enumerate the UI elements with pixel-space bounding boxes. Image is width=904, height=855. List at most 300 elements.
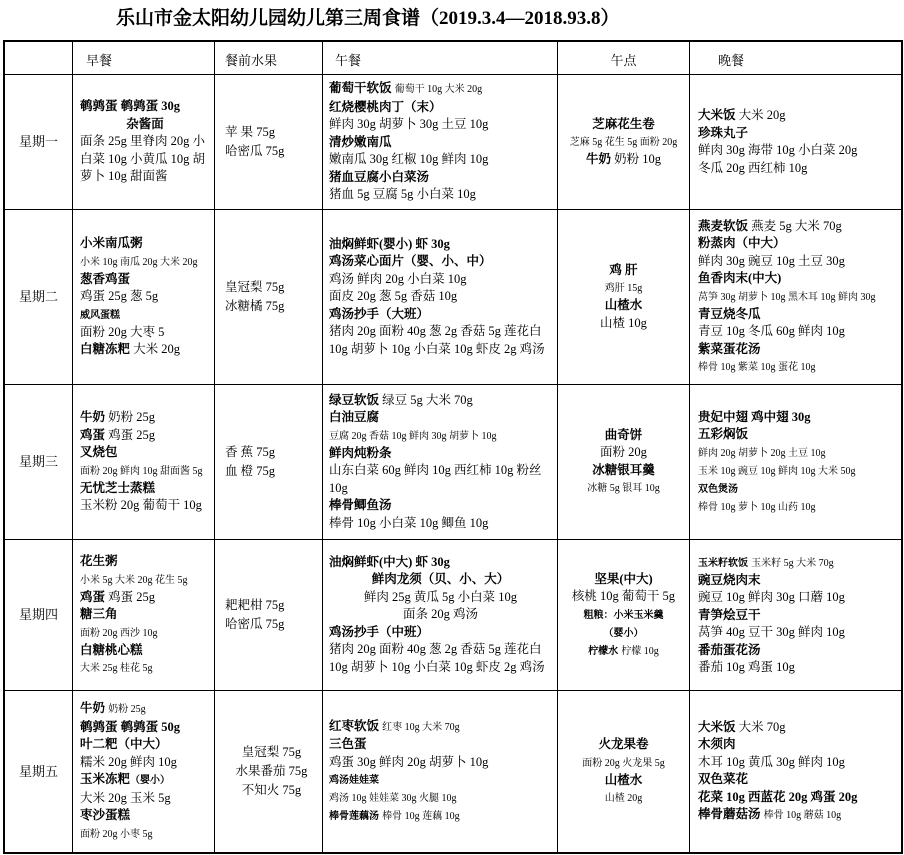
menu-line <box>698 480 897 498</box>
dish-name: 牛奶 <box>80 701 106 716</box>
dish-name: 无忧芝士蒸糕 <box>80 480 156 495</box>
ingredient-text: 冬瓜 20g 西红柿 10g <box>698 160 808 175</box>
menu-line <box>563 315 684 333</box>
breakfast-cell <box>73 540 215 691</box>
dish-name: 鲜肉炖粉条 <box>329 445 392 460</box>
menu-line <box>329 427 552 445</box>
ingredient-text: 猪血 5g 豆腐 5g 小白菜 10g <box>329 187 476 202</box>
menu-line <box>698 589 897 607</box>
menu-line <box>80 589 210 607</box>
ingredient-text: 棒骨 10g 莲藕 10g <box>382 811 460 823</box>
menu-line <box>698 306 897 324</box>
dish-name: 山楂水 <box>604 298 643 313</box>
menu-line <box>225 123 318 142</box>
menu-line <box>563 279 684 297</box>
menu-line <box>225 462 318 481</box>
menu-line <box>698 754 897 772</box>
snack-cell <box>558 540 690 691</box>
ingredient-text: 血 橙 75g <box>225 464 276 478</box>
dish-name: 棒骨莲藕汤 <box>329 811 379 823</box>
dish-name: 芝麻花生卷 <box>592 116 655 131</box>
dish-name: 燕麦软饭 <box>698 218 749 233</box>
menu-line <box>563 789 684 807</box>
menu-line <box>80 133 210 186</box>
menu-line <box>329 606 552 624</box>
dish-name: 粗粮：小米玉米羹 <box>583 609 664 621</box>
dish-name: 大米饭 <box>698 719 736 734</box>
dish-name: 紫菜蛋花汤 <box>698 341 761 356</box>
ingredient-text: 香 蕉 75g <box>225 445 276 459</box>
ingredient-text: 冰糖橘 75g <box>225 299 285 313</box>
dish-name: 猪血豆腐小白菜汤 <box>329 169 430 184</box>
dish-name: 清炒嫩南瓜 <box>329 134 392 149</box>
ingredient-text: 鸡肝 15g <box>604 283 643 295</box>
menu-line <box>80 444 210 462</box>
menu-line <box>563 444 684 462</box>
menu-line <box>329 134 552 152</box>
dish-name: 鸡汤抄手（大班） <box>329 306 430 321</box>
menu-line <box>80 571 210 589</box>
dish-name: 番茄蛋花汤 <box>698 642 761 657</box>
ingredient-text: 奶粉 25g <box>108 704 146 716</box>
dish-name: 绿豆软饭 <box>329 392 380 407</box>
ingredient-text: 鸡蛋 30g 鲜肉 20g 胡萝卜 10g <box>329 754 489 769</box>
menu-line <box>329 571 552 589</box>
dinner-cell <box>690 385 901 540</box>
ingredient-text: 大米 20g <box>738 108 786 122</box>
menu-line <box>329 624 552 642</box>
menu-line <box>698 288 897 306</box>
menu-line <box>563 116 684 134</box>
menu-line <box>80 341 210 359</box>
breakfast-cell <box>73 75 215 210</box>
header-lunch: 午餐 <box>323 42 558 75</box>
menu-line <box>563 133 684 151</box>
corner-cell <box>5 42 73 75</box>
menu-line <box>80 825 210 843</box>
ingredient-text: 大米 25g 桂花 5g <box>80 663 153 674</box>
dish-name: 白糖冻粑 <box>80 342 131 357</box>
menu-line <box>80 606 210 624</box>
dish-name: 牛奶 <box>80 410 106 425</box>
dish-name: 花菜 10g 西蓝花 20g 鸡蛋 20g <box>698 789 858 804</box>
ingredient-text: 棒骨 10g 萝卜 10g 山药 10g <box>698 501 816 513</box>
menu-line <box>698 736 897 754</box>
fruit-cell <box>215 540 323 691</box>
menu-line <box>329 445 552 463</box>
dish-name: 鱼香肉末(中大) <box>698 271 782 286</box>
header-dinner: 晚餐 <box>690 42 901 75</box>
ingredient-text: 皇冠梨 75g <box>225 280 285 294</box>
dish-name: 油焖鲜虾(中大) 虾 30g <box>329 554 450 569</box>
dish-name: 豌豆烧肉末 <box>698 572 761 587</box>
ingredient-text: 豆腐 20g 香菇 10g 鲜肉 30g 胡萝卜 10g <box>329 430 497 442</box>
menu-line <box>329 236 552 254</box>
menu-line <box>80 480 210 498</box>
dish-name: 玉米冻粑 <box>80 772 131 787</box>
menu-line <box>698 218 897 236</box>
menu-line <box>225 615 318 634</box>
fruit-cell <box>215 385 323 540</box>
ingredient-text: 番茄 10g 鸡蛋 10g <box>698 660 795 674</box>
menu-line <box>698 789 897 807</box>
menu-line <box>563 642 684 660</box>
dinner-cell <box>690 540 901 691</box>
dish-name: 白油豆腐 <box>329 410 380 425</box>
snack-cell <box>558 210 690 385</box>
ingredient-text: 棒骨 10g 小白菜 10g 鲫鱼 10g <box>329 515 489 530</box>
dish-name: 冰糖银耳羹 <box>592 462 655 477</box>
ingredient-text: 鲜肉 30g 胡萝卜 30g 土豆 10g <box>329 117 489 132</box>
page-title: 乐山市金太阳幼儿园幼儿第三周食谱（2019.3.4—2018.93.8） <box>116 8 620 29</box>
menu-line <box>80 409 210 427</box>
menu-line <box>329 392 552 410</box>
menu-line <box>329 515 552 533</box>
ingredient-text: 不知火 75g <box>241 783 302 797</box>
menu-line <box>329 186 552 204</box>
ingredient-text: 青豆 10g 冬瓜 60g 鲜肉 10g <box>698 324 845 339</box>
ingredient-text: 奶粉 25g <box>108 410 156 425</box>
ingredient-text: 面粉 20g 小枣 5g <box>80 828 153 840</box>
menu-line <box>329 554 552 572</box>
menu-line <box>698 235 897 253</box>
dish-name: 鸡汤菜心面片（婴、小、中） <box>329 254 492 269</box>
snack-cell <box>558 691 690 852</box>
ingredient-text: 豌豆 10g 鲜肉 30g 口蘑 10g <box>698 590 845 604</box>
dish-name: 红枣软饭 <box>329 718 380 733</box>
ingredient-text: 糯米 20g 鲜肉 10g <box>80 754 177 769</box>
dish-name: 双色菜花 <box>698 772 749 786</box>
menu-line <box>80 771 210 790</box>
ingredient-text: 面粉 20g 鲜肉 10g 甜面酱 5g <box>80 465 203 477</box>
ingredient-text: 鸡蛋 25g <box>108 589 156 604</box>
menu-line <box>563 606 684 624</box>
snack-cell <box>558 385 690 540</box>
menu-line <box>563 462 684 480</box>
menu-line <box>698 341 897 359</box>
dish-name: 火龙果卷 <box>598 737 649 751</box>
ingredient-text: 嫩南瓜 30g 红椒 10g 鲜肉 10g <box>329 152 489 167</box>
menu-line <box>329 306 552 324</box>
menu-line <box>80 553 210 571</box>
ingredient-text: 面粉 20g 大枣 5 <box>80 324 165 339</box>
ingredient-text: 冰糖 5g 银耳 10g <box>587 483 660 495</box>
ingredient-text: 玉米籽 5g 大米 70g <box>751 557 834 569</box>
dish-name: 大米饭 <box>698 108 736 122</box>
dish-name: 白糖桃心糕 <box>80 642 143 657</box>
ingredient-text: 燕麦 5g 大米 70g <box>751 218 842 233</box>
menu-line <box>563 151 684 169</box>
menu-line <box>698 358 897 376</box>
menu-line <box>698 160 897 178</box>
breakfast-cell <box>73 385 215 540</box>
menu-line <box>80 288 210 306</box>
breakfast-cell <box>73 210 215 385</box>
menu-line <box>80 624 210 642</box>
ingredient-text: 面皮 20g 葱 5g 香菇 10g <box>329 289 458 304</box>
menu-line <box>329 409 552 427</box>
menu-line <box>80 807 210 825</box>
lunch-cell <box>323 385 558 540</box>
menu-line <box>698 125 897 143</box>
fruit-cell <box>215 210 323 385</box>
ingredient-text: 山楂 10g <box>600 315 647 330</box>
ingredient-text: 莴笋 30g 胡萝卜 10g 黑木耳 10g 鲜肉 30g <box>698 291 876 303</box>
ingredient-text: 奶粉 10g <box>614 152 662 166</box>
dish-name: 葡萄干软饭 <box>329 81 392 96</box>
menu-line <box>329 462 552 497</box>
menu-line <box>698 107 897 125</box>
lunch-cell <box>323 210 558 385</box>
menu-line <box>698 270 897 288</box>
dish-name: 木须肉 <box>698 737 736 751</box>
menu-line <box>329 253 552 271</box>
menu-line <box>225 781 318 800</box>
menu-line <box>698 444 897 462</box>
dish-name: 鸡汤抄手（中班） <box>329 624 430 639</box>
lunch-cell <box>323 691 558 852</box>
ingredient-text: 棒骨 10g 蘑菇 10g <box>763 810 842 821</box>
breakfast-cell <box>73 691 215 852</box>
ingredient-text: 面粉 20g <box>600 445 647 460</box>
dish-name: 青豆烧冬瓜 <box>698 306 761 321</box>
menu-line <box>80 700 210 719</box>
ingredient-text: 玉米粉 20g 葡萄干 10g <box>80 498 202 513</box>
ingredient-text: 山东白菜 60g 鲜肉 10g 西红柿 10g 粉丝 10g <box>329 463 542 495</box>
dish-name: 鸡蛋 <box>80 427 106 442</box>
menu-line <box>80 253 210 271</box>
day-label: 星期三 <box>5 385 73 540</box>
menu-line <box>225 278 318 297</box>
menu-line <box>225 743 318 762</box>
day-label: 星期二 <box>5 210 73 385</box>
ingredient-text: 核桃 10g 葡萄干 5g <box>571 589 676 603</box>
ingredient-text: 棒骨 10g 紫菜 10g 蛋花 10g <box>698 362 816 374</box>
dish-name: 鲜肉龙须（贝、小、大） <box>371 572 510 587</box>
menu-line <box>329 736 552 754</box>
ingredient-text: 苹 果 75g <box>225 125 276 139</box>
ingredient-text: 皇冠梨 75g <box>241 745 302 759</box>
ingredient-text: 水果番茄 75g <box>235 764 308 778</box>
ingredient-text: 猪肉 20g 面粉 40g 葱 2g 香菇 5g 莲花白 10g 胡萝卜 10g 小白菜 10g 虾皮 2g 鸡汤 <box>329 642 545 674</box>
ingredient-text: 面粉 20g 火龙果 5g <box>582 757 665 769</box>
ingredient-text: 红枣 10g 大米 70g <box>382 721 460 733</box>
menu-line <box>698 659 897 677</box>
ingredient-text: 鸡蛋 25g 葱 5g <box>80 289 159 304</box>
ingredient-text: 小米 5g 大米 20g 花生 5g <box>80 574 188 586</box>
ingredient-text: 面条 20g 鸡汤 <box>402 607 478 622</box>
menu-line <box>80 427 210 445</box>
menu-line <box>329 323 552 358</box>
menu-line <box>80 462 210 480</box>
dish-name: 三色蛋 <box>329 737 367 752</box>
dish-name: 鹌鹑蛋 鹌鹑蛋 50g <box>80 719 181 734</box>
dish-name: 坚果(中大) <box>594 571 653 586</box>
menu-line <box>80 719 210 737</box>
ingredient-text: 面粉 20g 西沙 10g <box>80 627 158 639</box>
menu-line <box>698 409 897 427</box>
menu-line <box>698 719 897 737</box>
ingredient-text: 柠檬 10g <box>621 645 659 657</box>
dish-name: 花生粥 <box>80 554 118 568</box>
ingredient-text: 木耳 10g 黄瓜 30g 鲜肉 10g <box>698 754 845 769</box>
dish-name: 棒骨蘑菇汤 <box>698 807 761 821</box>
dish-name: 玉米籽软饭 <box>698 557 748 569</box>
menu-line <box>80 736 210 754</box>
menu-line <box>698 462 897 480</box>
menu-line <box>80 235 210 253</box>
menu-line <box>80 116 210 134</box>
menu-line <box>225 142 318 161</box>
menu-line <box>563 427 684 445</box>
menu-line <box>698 253 897 271</box>
menu-line <box>563 736 684 754</box>
menu-line <box>698 771 897 789</box>
menu-line <box>80 754 210 772</box>
menu-line <box>329 789 552 807</box>
menu-line <box>698 624 897 642</box>
menu-line <box>329 116 552 134</box>
dish-name: 枣沙蛋糕 <box>80 808 131 823</box>
dish-name: 五彩焖饭 <box>698 427 749 441</box>
day-label: 星期四 <box>5 540 73 691</box>
ingredient-text: 哈密瓜 75g <box>225 617 285 631</box>
dish-name: 珍珠丸子 <box>698 125 749 140</box>
menu-line <box>329 771 552 789</box>
menu-line <box>80 324 210 342</box>
menu-line <box>80 271 210 289</box>
header-snack: 午点 <box>558 42 690 75</box>
menu-line <box>563 754 684 772</box>
dish-name: 小米南瓜粥 <box>80 236 143 251</box>
ingredient-text: 葡萄干 10g 大米 20g <box>394 84 483 96</box>
dish-name: 青笋烩豆干 <box>698 607 761 622</box>
menu-line <box>329 151 552 169</box>
menu-line <box>80 659 210 677</box>
dish-name: 红烧樱桃肉丁（末） <box>329 99 442 114</box>
menu-line <box>698 554 897 572</box>
lunch-cell <box>323 540 558 691</box>
menu-line <box>698 642 897 660</box>
menu-line <box>225 297 318 316</box>
menu-line <box>80 790 210 808</box>
menu-line <box>329 718 552 737</box>
dish-name: 鹌鹑蛋 鹌鹑蛋 30g <box>80 99 181 114</box>
dish-name: 曲奇饼 <box>604 427 643 442</box>
ingredient-text: 鸡汤 鲜肉 20g 小白菜 10g <box>329 271 467 286</box>
menu-line <box>329 99 552 117</box>
menu-line <box>698 142 897 160</box>
dish-name: 鸡 肝 <box>609 262 638 277</box>
menu-line <box>698 498 897 516</box>
dish-name: 糖三角 <box>80 607 118 621</box>
day-label: 星期一 <box>5 75 73 210</box>
ingredient-text: 鸡汤 10g 娃娃菜 30g 火腿 10g <box>329 793 457 805</box>
dish-name: 油焖鲜虾(婴小) 虾 30g <box>329 236 450 251</box>
dish-name: 威风蛋糕 <box>80 309 120 321</box>
ingredient-text: 玉米 10g 豌豆 10g 鲜肉 10g 大米 50g <box>698 465 856 477</box>
ingredient-text: 绿豆 5g 大米 70g <box>382 392 473 407</box>
header-fruit: 餐前水果 <box>215 42 323 75</box>
dish-name: 鸡汤娃娃菜 <box>329 775 379 787</box>
menu-line <box>225 443 318 462</box>
ingredient-text: 鲜肉 30g 海带 10g 小白菜 20g <box>698 143 858 157</box>
ingredient-text: 大米 20g 玉米 5g <box>80 790 171 805</box>
menu-line <box>563 297 684 315</box>
ingredient-text: 芝麻 5g 花生 5g 面粉 20g <box>569 137 678 148</box>
menu-line <box>225 762 318 781</box>
ingredient-text: 猪肉 20g 面粉 40g 葱 2g 香菇 5g 莲花白 10g 胡萝卜 10g 小白菜 10g 虾皮 2g 鸡汤 <box>329 324 545 356</box>
menu-line <box>329 754 552 772</box>
menu-line <box>80 98 210 116</box>
ingredient-text: 耙耙柑 75g <box>225 598 285 612</box>
dish-name: （婴小） <box>603 627 644 639</box>
menu-line <box>80 306 210 324</box>
dish-name: 鸡蛋 <box>80 589 106 604</box>
menu-line <box>563 571 684 589</box>
ingredient-text: 鸡蛋 25g <box>108 427 156 442</box>
dish-name: 山楂水 <box>604 772 643 787</box>
menu-line <box>698 572 897 590</box>
dish-name: 棒骨鲫鱼汤 <box>329 498 392 513</box>
dinner-cell <box>690 75 901 210</box>
ingredient-text: 莴笋 40g 豆干 30g 鲜肉 10g <box>698 625 845 639</box>
snack-cell <box>558 75 690 210</box>
lunch-cell <box>323 75 558 210</box>
dish-name: 葱香鸡蛋 <box>80 271 131 286</box>
ingredient-text: 大米 20g <box>133 342 181 357</box>
ingredient-text: 大米 70g <box>738 719 786 734</box>
menu-line <box>698 806 897 825</box>
menu-line <box>698 607 897 625</box>
dinner-cell <box>690 210 901 385</box>
ingredient-text: 鲜肉 20g 胡萝卜 20g 土豆 10g <box>698 447 826 459</box>
menu-line <box>329 80 552 99</box>
menu-line <box>698 426 897 444</box>
menu-line <box>563 479 684 497</box>
day-label: 星期五 <box>5 691 73 852</box>
menu-line <box>80 497 210 515</box>
dish-name: 柠檬水 <box>588 645 619 657</box>
dinner-cell <box>690 691 901 852</box>
fruit-cell <box>215 691 323 852</box>
ingredient-text: 哈密瓜 75g <box>225 144 285 158</box>
menu-line <box>329 169 552 187</box>
ingredient-text: 山楂 20g <box>604 793 643 804</box>
menu-line <box>563 624 684 642</box>
menu-line <box>225 596 318 615</box>
menu-line <box>329 641 552 676</box>
dish-name: 叶二粑（中大） <box>80 737 168 752</box>
dish-name: 贵妃中翅 鸡中翅 30g <box>698 409 811 424</box>
menu-line <box>329 288 552 306</box>
fruit-cell <box>215 75 323 210</box>
ingredient-text: 面条 25g 里脊肉 20g 小白菜 10g 小黄瓜 10g 胡萝卜 10g 甜面酱 <box>80 134 206 184</box>
menu-table <box>3 40 903 854</box>
dish-name: 杂酱面 <box>126 116 164 131</box>
header-breakfast: 早餐 <box>73 42 215 75</box>
dish-name: （婴小） <box>130 775 171 787</box>
menu-line <box>563 588 684 606</box>
ingredient-text: 鲜肉 25g 黄瓜 5g 小白菜 10g <box>363 589 518 604</box>
menu-line <box>329 589 552 607</box>
menu-line <box>698 323 897 341</box>
menu-line <box>329 807 552 825</box>
menu-line <box>563 262 684 280</box>
dish-name: 牛奶 <box>585 152 611 166</box>
menu-line <box>329 271 552 289</box>
ingredient-text: 鲜肉 30g 豌豆 10g 土豆 30g <box>698 253 845 268</box>
